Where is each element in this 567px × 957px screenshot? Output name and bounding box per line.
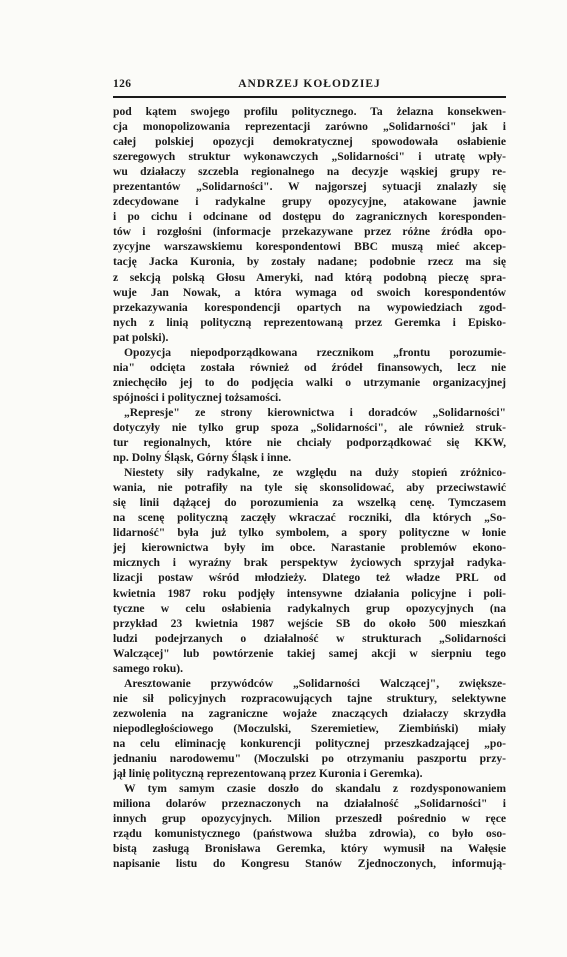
text-line: jął linię polityczną reprezentowaną przez Kuronia i Geremka). [113, 767, 423, 781]
text-line: przykład 23 kwietnia 1987 wejście SB do około 500 mieszkań [113, 616, 506, 630]
text-line: jej kierownictwa były im obce. Narastanie problemów ekono- [113, 541, 506, 555]
text-line: kwietnia 1987 roku podjęły intensywne działania policyjne i poli- [113, 586, 506, 600]
text-line: spójności i politycznej tożsamości. [113, 390, 282, 404]
text-line: jednaniu narodowemu" (Moczulski po otrzymaniu paszportu przy- [113, 752, 506, 766]
text-line: zniechęciło jej to do podjęcia walki o utrzymanie organizacyjnej [113, 375, 506, 389]
text-line: Opozycja niepodporządkowana rzecznikom „frontu porozumie- [124, 345, 506, 359]
text-line: lidarność" była już tylko symbolem, a spory polityczne w łonie [113, 526, 506, 540]
text-line: niepodległościowego (Moczulski, Szeremietiew, Ziembiński) miały [113, 721, 506, 735]
page-number: 126 [113, 78, 132, 90]
body-text [113, 104, 506, 871]
text-line: szeregowych struktur wykonawczych „Solidarności" i utratę wpły- [113, 150, 506, 164]
text-line: zdecydowane i radykalne grupy opozycyjne, atakowane jawnie [113, 195, 506, 209]
text-line: zezwolenia na zagraniczne wojaże znaczących działaczy skrzydła [113, 706, 506, 720]
text-line: samego roku). [113, 661, 183, 675]
text-line: Walczącej" lub powtórzenie takiej samej akcji w sierpniu tego [113, 646, 506, 660]
text-line: „Represje" ze strony kierownictwa i doradców „Solidarności" [124, 405, 506, 419]
text-line: nia" odcięta została również od źródeł finansowych, lecz nie [113, 360, 506, 374]
text-line: Aresztowanie przywódców „Solidarności Walczącej", zwiększe- [124, 676, 506, 690]
text-line: tur regionalnych, które nie chciały podporządkować się KKW, [113, 436, 506, 450]
text-line: napisanie listu do Kongresu Stanów Zjednoczonych, informują- [113, 857, 506, 871]
text-line: dotyczyły nie tylko grup spoza „Solidarności", ale również struk- [113, 420, 506, 434]
text-line: tację Jacka Kuronia, by zostały nadane; podobnie rzecz ma się [113, 255, 506, 269]
text-line: innych grup opozycyjnych. Milion przeszedł pośrednio w ręce [113, 812, 506, 826]
text-line: np. Dolny Śląsk, Górny Śląsk i inne. [113, 451, 292, 465]
text-line: nych z linią polityczną reprezentowaną przez Geremka i Episko- [113, 315, 506, 329]
text-line: zycyjne warszawskiemu korespondentowi BBC muszą mieć akcep- [113, 240, 506, 254]
text-line: bistą zasługą Bronisława Geremka, który wymusił na Wałęsie [113, 842, 506, 856]
text-line: miliona dolarów przeznaczonych na działalność „Solidarności" i [113, 797, 506, 811]
text-line: wuje Jan Nowak, a która wymaga od swoich korespondentów [113, 285, 506, 299]
text-line: wu działaczy szczebla regionalnego na decyzje wąskiej grupy re- [113, 165, 506, 179]
header-rule [113, 96, 506, 98]
text-line: na scenę polityczną zaczęły wkraczać roczniki, dla których „So- [113, 511, 506, 525]
text-line: cja monopolizowania reprezentacji zarówno „Solidarności" jak i [113, 120, 506, 134]
running-title: ANDRZEJ KOŁODZIEJ [238, 78, 381, 90]
text-line: tów i rozgłośni (informacje przekazywane przez różne źródła opo- [113, 225, 506, 239]
text-line: tyczne w celu osłabienia radykalnych grup opozycyjnych (na [113, 601, 506, 615]
text-line: micznych i wyraźny brak perspektyw życiowych sprzyjał radyka- [113, 556, 506, 570]
text-line: wania, nie potrafiły na tyle się skonsolidować, aby przeciwstawić [113, 481, 506, 495]
text-line: przekazywania korespondencji opartych na wypowiedziach zgod- [113, 300, 506, 314]
text-line: pat polski). [113, 330, 169, 344]
text-line: pod kątem swojego profilu politycznego. Ta żelazna konsekwen- [113, 105, 506, 118]
text-line: prezentantów „Solidarności". W najgorszej sytuacji znalazły się [113, 180, 506, 194]
text-line: W tym samym czasie doszło do skandalu z rozdysponowaniem [124, 782, 506, 796]
text-line: z sekcją polską Głosu Ameryki, nad którą podobną pieczę spra- [113, 270, 506, 284]
text-line: rządu komunistycznego (państwowa służba zdrowia), co było oso- [113, 827, 506, 841]
text-line: nie sił policyjnych rozpracowujących tajne struktury, selektywne [113, 691, 506, 705]
text-line: lizacji postaw wśród młodzieży. Dlatego też władze PRL od [113, 571, 506, 585]
page-header [113, 78, 506, 94]
text-line: Niestety siły radykalne, ze względu na duży stopień zróżnico- [124, 466, 506, 480]
text-line: się linii dążącej do porozumienia za wszelką cenę. Tymczasem [113, 496, 506, 510]
text-line: na celu eliminację konkurencji politycznej przeszkadzającej „po- [113, 736, 506, 750]
text-line: całej polskiej opozycji demokratycznej spowodowała osłabienie [113, 135, 506, 149]
text-line: ludzi podejrzanych o działalność w strukturach „Solidarności [113, 631, 506, 645]
text-line: i po cichu i odcinane od dostępu do zagranicznych koresponden- [113, 210, 506, 224]
